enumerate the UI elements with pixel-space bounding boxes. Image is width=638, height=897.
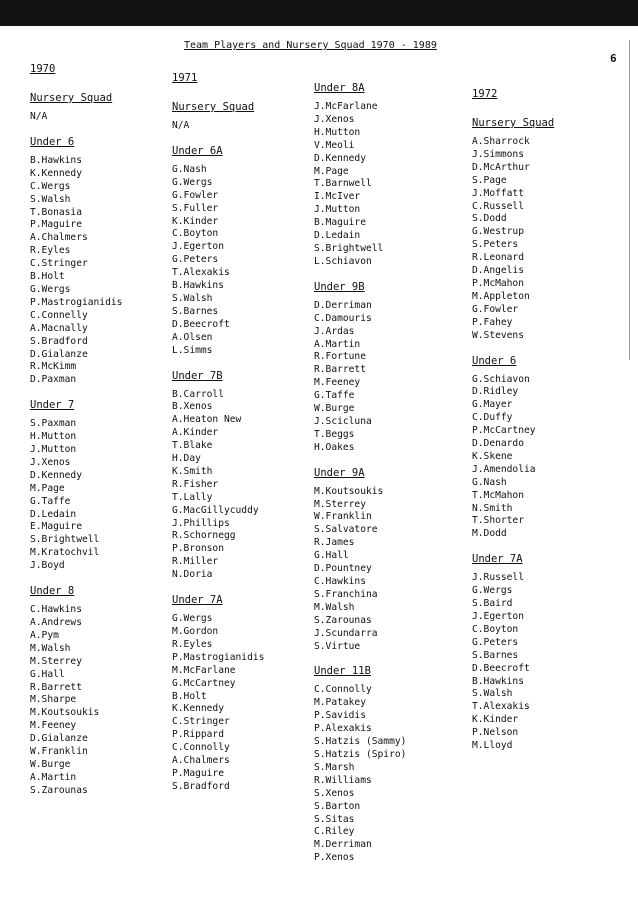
player-name: G.Nash [472,476,507,488]
year-heading: 1972 [472,88,498,100]
player-name: G.Hall [30,668,65,680]
player-name: K.Skene [472,450,513,462]
page-number: 6 [610,52,617,65]
top-scan-bar [0,0,638,26]
player-name: M.Sterrey [314,498,366,510]
player-name: R.Barrett [314,364,366,376]
team-heading: Under 6 [472,354,517,367]
team-heading: Under 6 [30,135,75,148]
player-name: D.Beecroft [172,318,230,330]
player-name: K.Kennedy [30,167,82,179]
player-name: J.Phillips [172,517,230,529]
player-name: B.Hawkins [172,280,224,292]
player-name: M.Sterrey [30,655,82,667]
player-name: R.Fisher [172,478,219,490]
player-name: S.Xenos [314,787,355,799]
player-name: D.Ledain [314,230,361,242]
player-list [472,374,612,542]
player-name: T.Alexakis [472,701,530,713]
player-name: J.Scicluna [314,415,372,427]
player-name: D.Derriman [314,299,372,311]
player-name: M.Page [30,482,65,494]
player-name: G.Wergs [30,283,71,295]
player-name: A.Sharrock [472,136,530,147]
player-name: B.Hawkins [472,675,524,687]
player-name: A.Andrews [30,617,82,628]
player-name: M.Feeney [314,377,361,389]
player-name: S.Zarounas [314,614,372,626]
player-name: C.Wergs [30,180,71,192]
player-name: B.Carroll [172,388,224,400]
player-name: J.Mutton [30,444,77,456]
player-name: N/A [30,111,48,122]
player-name: D.Pountney [314,563,372,575]
player-name: G.Schiavon [472,373,530,385]
player-name: W.Franklin [314,511,372,523]
player-name: M.Walsh [314,601,355,613]
player-name: G.MacGillycuddy [172,504,259,516]
player-name: S.Brightwell [314,242,384,254]
player-list [472,572,612,753]
team-heading: Under 7A [172,594,223,607]
player-name: G.Peters [472,636,519,648]
player-name: L.Simms [172,344,213,356]
column-1971-continued [314,82,464,877]
player-name: R.Schornegg [172,530,236,542]
player-name: S.Zarounas [30,784,88,796]
year-heading: 1970 [30,63,56,75]
player-name: P.Mastrogianidis [172,651,265,663]
team-section [30,399,170,573]
player-name: P.Alexakis [314,723,372,735]
player-name: R.Barrett [30,681,82,693]
player-name: S.Bradford [30,335,88,347]
player-name: A.Chalmers [172,755,230,767]
player-name: P.McCartney [472,425,536,437]
player-name: C.Duffy [472,412,513,424]
team-heading: Nursery Squad [472,117,555,129]
team-section [30,136,170,387]
player-name: D.Denardo [472,438,524,450]
player-name: J.Boyd [30,560,65,572]
player-name: P.Mastrogianidis [30,296,123,308]
player-name: M.Feeney [30,720,77,732]
player-name: J.Xenos [314,113,355,125]
player-name: C.Boyton [172,228,219,240]
player-name: J.Mutton [314,204,361,216]
player-name: J.Russell [472,572,524,584]
player-name: G.Fowler [472,303,519,315]
player-name: S.Sitas [314,813,355,825]
team-section [472,117,612,343]
player-name: T.Blake [172,440,213,452]
player-name: J.Scundarra [314,627,378,639]
player-name: P.Maguire [172,767,224,779]
player-name: D.Gialanze [30,348,88,360]
player-name: M.Patakey [314,697,366,709]
player-list [314,684,464,865]
player-name: C.Connolly [314,684,372,696]
player-name: A.Heaton New [172,414,242,426]
year-heading: 1971 [172,72,198,84]
player-name: K.Kennedy [172,703,224,715]
player-name: G.Taffe [314,390,355,402]
player-name: G.Westrup [472,226,524,238]
player-name: S.Dodd [472,213,507,225]
player-name: P.Nelson [472,727,519,739]
page-edge-line [629,40,630,360]
player-name: S.Barton [314,800,361,812]
player-name: P.Rippard [172,729,224,741]
player-name: I.McIver [314,191,361,203]
player-name: D.Kennedy [314,152,366,164]
player-name: S.Virtue [314,640,361,652]
player-name: S.Franchina [314,588,378,600]
page-title: Team Players and Nursery Squad 1970 - 1989 [184,40,437,51]
team-section [314,467,464,654]
player-name: J.Egerton [472,611,524,622]
player-name: A.Martin [30,771,77,783]
player-list [30,155,170,387]
player-name: N.Doria [172,569,213,581]
player-list [172,613,312,794]
player-name: W.Franklin [30,746,88,758]
team-section [172,370,312,583]
team-heading: Under 8 [30,585,75,598]
team-section [172,101,312,133]
player-name: T.Beggs [314,428,355,440]
player-name: B.Hawkins [30,154,82,166]
player-name: M.McFarlane [172,664,236,676]
player-name: J.Xenos [30,456,71,468]
player-name: P.Fahey [472,316,513,328]
player-name: C.Connelly [30,309,88,321]
player-name: B.Holt [30,271,65,283]
player-name: W.Burge [314,403,355,415]
player-name: C.Damouris [314,312,372,324]
player-list [314,300,464,455]
player-name: C.Hawkins [30,604,82,616]
player-name: D.Paxman [30,374,77,386]
player-name: S.Barnes [472,649,519,661]
player-name: J.Amendolia [472,463,536,475]
player-list [314,101,464,269]
player-name: S.Walsh [172,292,213,304]
player-name: W.Burge [30,758,71,770]
player-name: C.Russell [472,200,524,212]
player-name: T.Barnwell [314,178,372,190]
player-name: D.Kennedy [30,469,82,481]
player-name: M.Derriman [314,839,372,851]
team-section [30,92,170,124]
team-section [314,665,464,865]
player-name: S.Paxman [30,418,77,430]
team-section [472,355,612,542]
player-name: T.Alexakis [172,267,230,279]
player-list [314,486,464,654]
player-name: N/A [172,120,190,131]
player-name: M.Sharpe [30,694,77,706]
player-name: R.Miller [172,556,219,568]
team-heading: Nursery Squad [30,92,113,104]
player-name: D.Angelis [472,265,524,277]
player-name: A.Pym [30,629,59,641]
player-name: S.Salvatore [314,524,378,536]
player-name: C.Connolly [172,742,230,754]
player-name: A.Macnally [30,322,88,334]
player-name: P.Maguire [30,219,82,231]
player-name: M.Koutsoukis [314,485,384,497]
player-name: G.Wergs [172,176,213,188]
player-name: S.Brightwell [30,534,100,546]
player-name: A.Olsen [172,331,213,343]
team-heading: Under 11B [314,665,371,678]
player-list [172,120,312,133]
player-name: M.Page [314,165,349,177]
player-list [30,111,170,124]
player-name: A.Martin [314,338,361,350]
player-name: G.Nash [172,163,207,175]
player-name: A.Kinder [172,427,219,439]
player-name: C.Boyton [472,623,519,635]
team-section [472,553,612,753]
player-name: C.Hawkins [314,576,366,587]
player-name: R.McKimm [30,361,77,373]
team-section [314,281,464,455]
player-name: K.Smith [172,465,213,477]
player-name: G.Wergs [472,585,513,597]
player-name: S.Hatzis (Sammy) [314,736,407,748]
player-name: M.Walsh [30,642,71,654]
team-section [314,82,464,269]
player-name: D.Beecroft [472,662,530,674]
player-name: S.Page [472,174,507,186]
player-name: M.Dodd [472,528,507,540]
team-section [30,585,170,798]
team-heading: Under 7 [30,399,75,412]
player-name: G.McCartney [172,677,236,689]
player-name: R.James [314,537,355,549]
player-name: W.Stevens [472,329,524,341]
player-name: G.Mayer [472,399,513,411]
team-section [172,594,312,794]
player-name: S.Hatzis (Spiro) [314,748,407,760]
player-name: C.Stringer [30,258,88,270]
player-name: D.Gialanze [30,733,88,745]
player-name: M.Kratochvil [30,547,100,559]
player-name: M.Lloyd [472,740,513,752]
player-name: J.McFarlane [314,101,378,112]
player-name: G.Wergs [172,613,213,625]
player-name: A.Chalmers [30,232,88,244]
player-name: M.Koutsoukis [30,707,100,719]
player-name: R.Eyles [172,638,213,650]
player-name: S.Bradford [172,780,230,792]
team-section [172,145,312,358]
player-name: C.Stringer [172,716,230,728]
player-name: B.Maguire [314,217,366,229]
team-heading: Under 6A [172,144,223,157]
player-name: G.Hall [314,550,349,562]
column-1972 [472,88,612,765]
player-name: R.Leonard [472,252,524,264]
team-heading: Under 7B [172,369,223,382]
player-name: S.Walsh [472,688,513,700]
team-heading: Under 9B [314,280,365,293]
column-1971 [172,72,312,806]
player-name: G.Fowler [172,189,219,201]
player-name: S.Fuller [172,202,219,214]
column-1970 [30,63,170,810]
player-name: L.Schiavon [314,255,372,267]
player-name: J.Moffatt [472,187,524,199]
player-name: S.Marsh [314,761,355,773]
player-name: J.Egerton [172,241,224,253]
player-name: S.Peters [472,239,519,251]
player-list [30,604,170,798]
player-name: M.Gordon [172,626,219,637]
player-name: D.McArthur [472,161,530,173]
player-name: B.Holt [172,690,207,702]
player-name: P.Xenos [314,852,355,864]
team-heading: Under 9A [314,466,365,479]
player-name: D.Ridley [472,386,519,398]
player-name: E.Maguire [30,521,82,533]
player-name: G.Peters [172,254,219,266]
player-name: R.Eyles [30,245,71,257]
player-name: S.Walsh [30,193,71,205]
player-name: R.Fortune [314,351,366,363]
player-name: T.Shorter [472,515,524,527]
player-name: J.Ardas [314,325,355,337]
player-name: P.McMahon [472,277,524,289]
player-name: V.Meoli [314,139,355,151]
player-name: S.Barnes [172,305,219,317]
team-heading: Nursery Squad [172,101,255,113]
player-name: G.Taffe [30,495,71,507]
player-list [172,389,312,583]
team-heading: Under 7A [472,553,523,566]
player-name: B.Xenos [172,401,213,413]
player-list [472,136,612,343]
player-name: K.Kinder [172,215,219,227]
player-name: S.Baird [472,598,513,610]
player-list [172,164,312,358]
player-name: R.Williams [314,774,372,786]
player-name: T.Lally [172,491,213,503]
player-name: C.Riley [314,826,355,838]
player-name: P.Bronson [172,543,224,555]
team-heading: Under 8A [314,82,365,94]
player-name: H.Mutton [30,431,77,443]
player-name: M.Appleton [472,290,530,302]
player-name: H.Oakes [314,441,355,453]
player-name: J.Simmons [472,148,524,160]
player-name: H.Day [172,453,201,465]
player-name: D.Ledain [30,508,77,520]
player-list [30,418,170,573]
player-name: T.McMahon [472,489,524,501]
player-name: H.Mutton [314,126,361,138]
player-name: P.Savidis [314,710,366,722]
player-name: N.Smith [472,502,513,514]
player-name: K.Kinder [472,714,519,726]
player-name: T.Bonasia [30,206,82,218]
